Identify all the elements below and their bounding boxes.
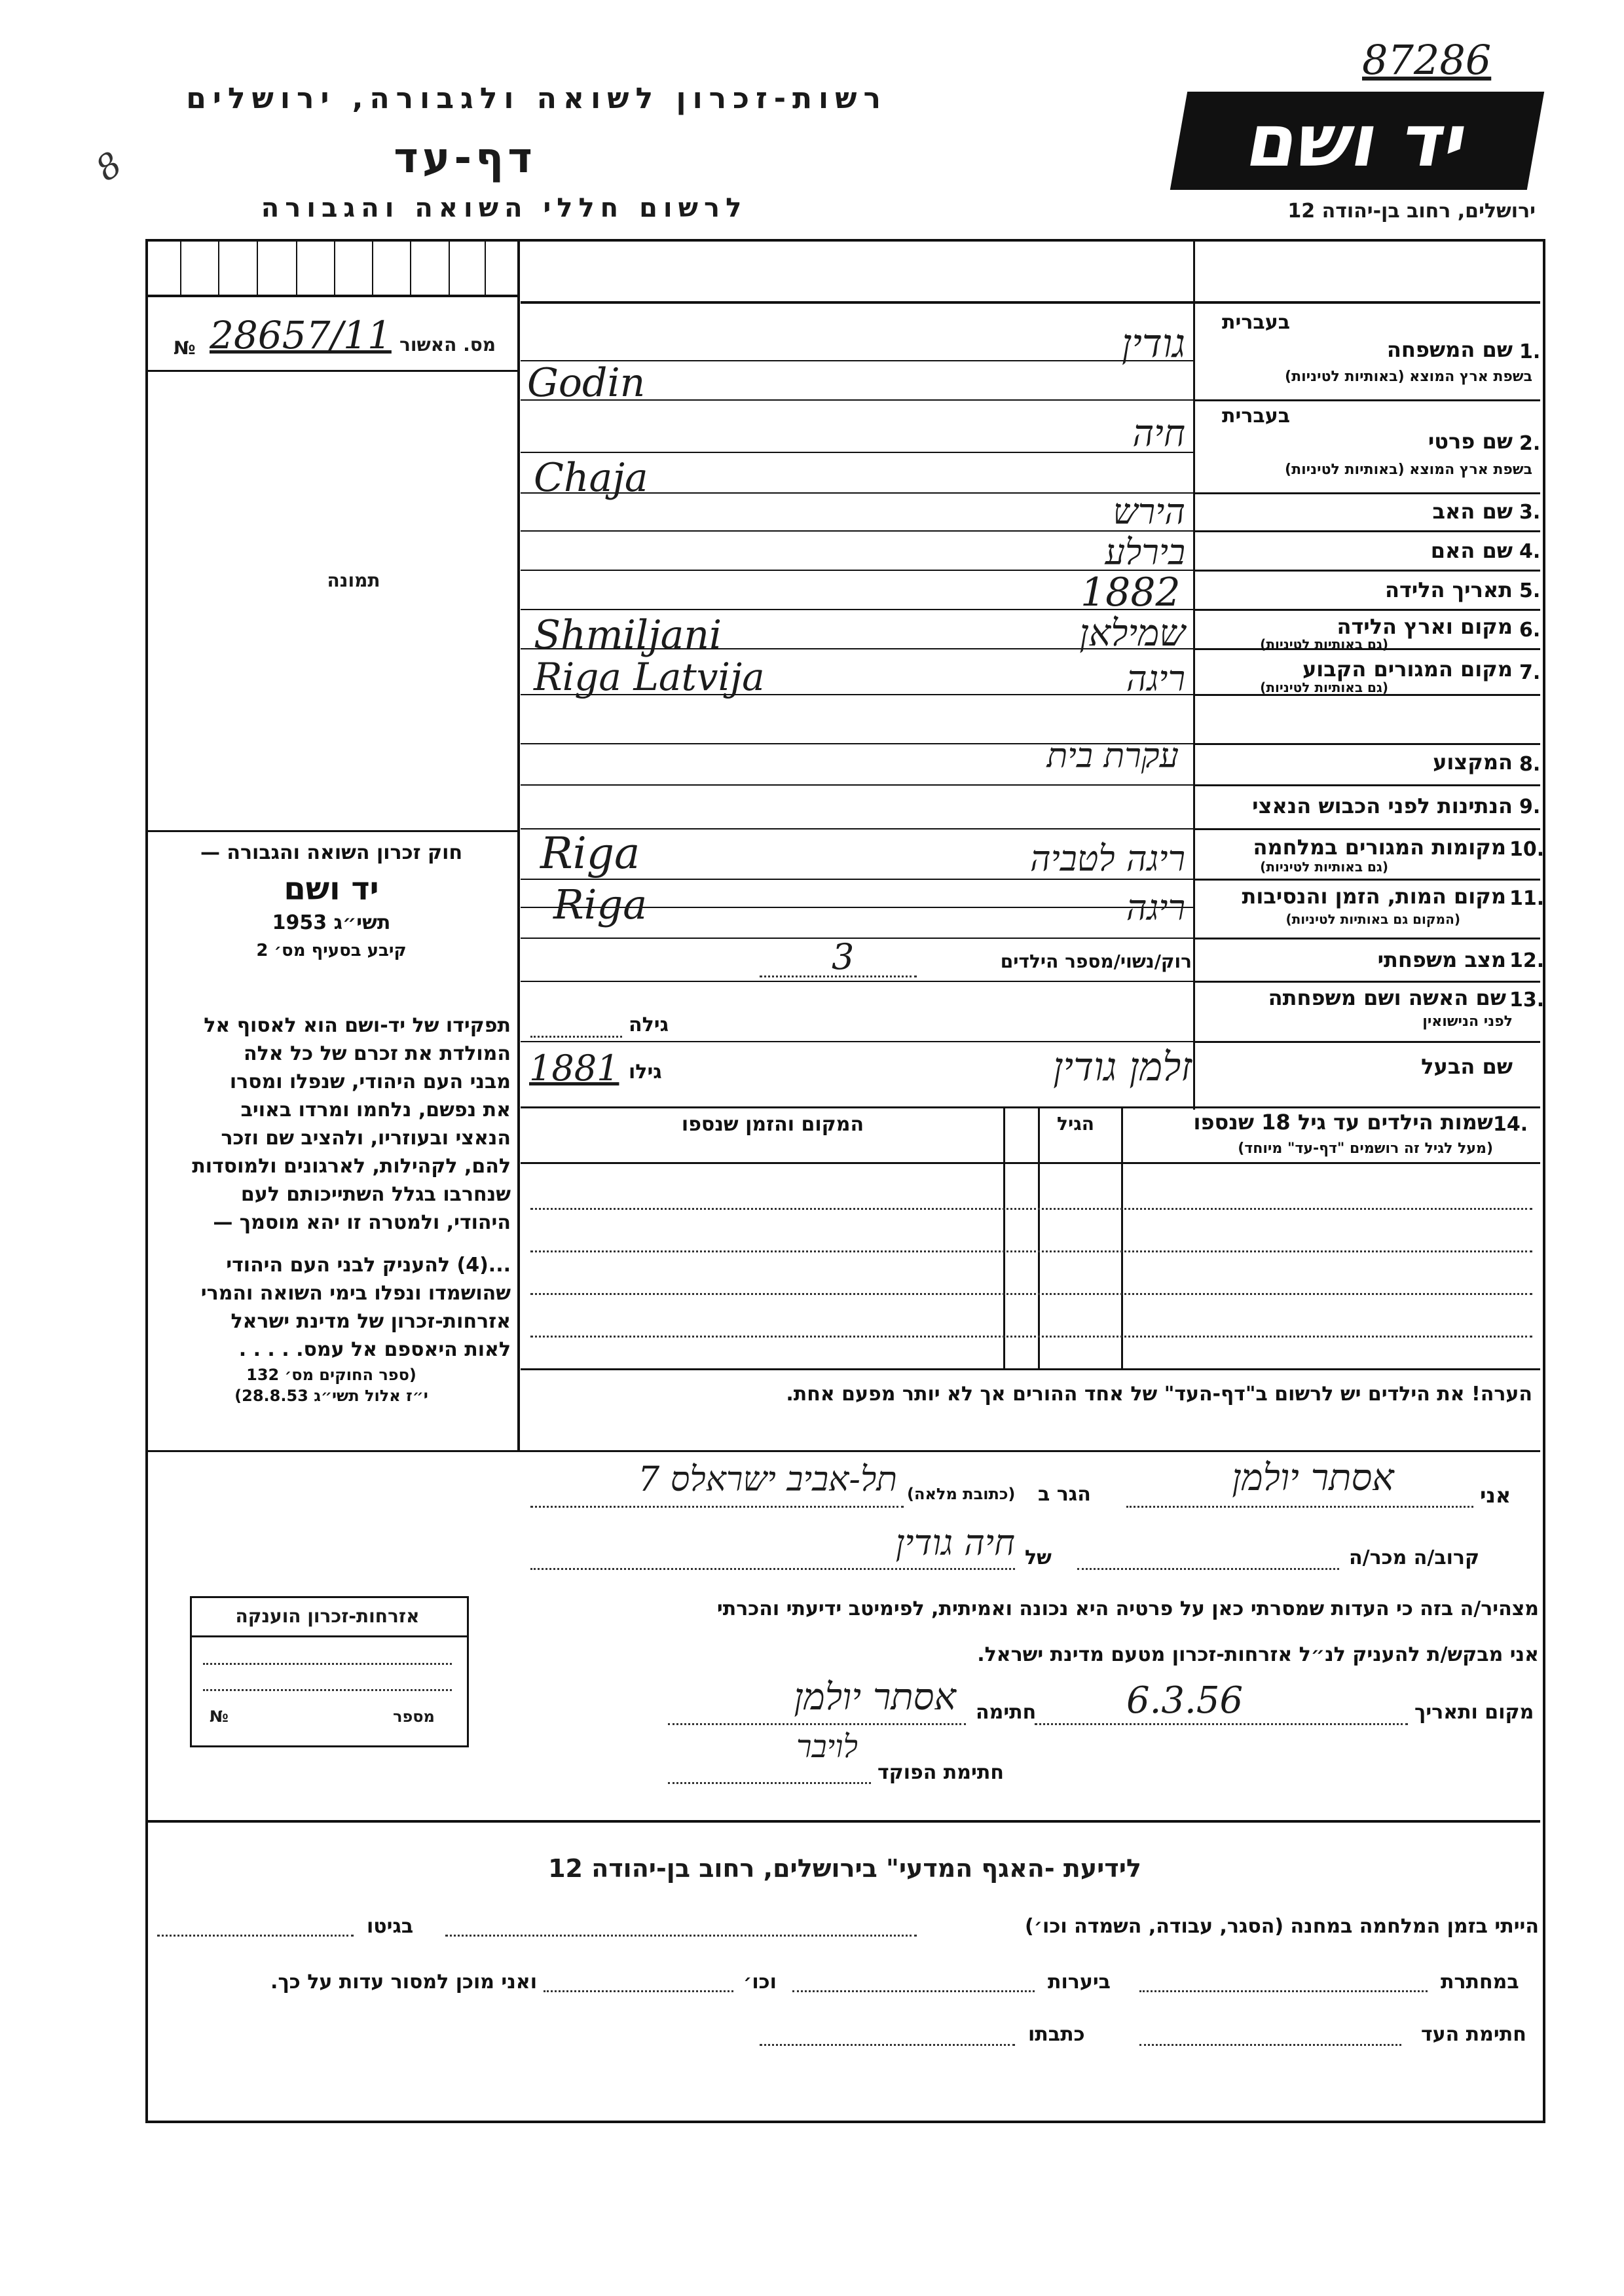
field-6-sub: (גם באותיות לטיניות) [1260,636,1388,652]
citizenship-no-symbol: № [210,1707,229,1726]
field-7-label: מקום המגורים הקבוע [1302,657,1513,682]
law-text-line: לאות היאספם אל עמס. . . . . [238,1338,511,1361]
footer-underground-label: במחתרת [1441,1971,1519,1994]
declarant-signature: אסתר יולמן [794,1676,956,1719]
field-3-number: 3. [1519,501,1541,524]
cert-number: 28657/11 [210,313,392,357]
citizenship-number-label: מספר [393,1707,435,1726]
law-text-line: את נפשם, נלחמו ומרדו באויב [240,1099,511,1121]
field-2-tag: בעברית [1222,405,1290,428]
law-date: י״ז אלול תשי״ג 28.8.53) [234,1387,428,1405]
citizenship-box-title: אזרחות-זכרון הוענקה [235,1605,420,1627]
cert-no-symbol: № [174,337,196,359]
margin-note: 8 [88,144,130,190]
relative-label: קרוב/ה מכר/ה [1349,1546,1480,1569]
law-text-line: תפקידו של יד-ושם הוא לאסוף אל [204,1014,511,1037]
footer-forests-label: ביערות [1048,1971,1111,1994]
footer-etc-label: וכו׳ [743,1971,777,1994]
husband-label: שם הבעל [1421,1054,1513,1079]
field-12-label: מצב משפחתי [1377,947,1506,972]
field-2-value-lat: Chaja [534,455,648,501]
children-number: 14. [1493,1113,1528,1136]
declarant-address: תל-אביב ישראלס 7 [638,1460,897,1499]
resides-label: הגר ב [1038,1483,1091,1506]
field-10-value-lat: Riga [540,828,640,879]
law-source: (ספר החוקים מס׳ 132 [246,1366,416,1384]
children-sub: (מעל לגיל זה רושמים "דף-עד" מיוחד) [1238,1140,1493,1157]
children-label: שמות הילדים עד גיל 18 שנספו [1193,1110,1493,1135]
cert-label: מס. האשור [399,334,496,355]
law-text-line: שהושמדו ונפלו בימי השואה והמרי [200,1282,511,1305]
field-11-sub: (המקום גם באותיות לטיניות) [1285,911,1460,927]
official-signature-label: חתימת הפוקד [877,1761,1004,1784]
declarant-name: אסתר יולמן [1232,1457,1394,1499]
field-1-tag: בעברית [1222,311,1290,334]
place-date-label: מקום ותאריך [1414,1701,1534,1724]
law-text-line: מבני העם היהודי, שנפלו ומסרו [229,1070,511,1093]
field-7-sub: (גם באותיות לטיניות) [1260,680,1388,695]
yad-vashem-logo: יד ושם [1170,92,1544,190]
field-2-value-he: חיה [1132,412,1185,455]
field-1-label: שם המשפחה [1386,337,1513,362]
footer-title: לידיעת -האגף המדעי" בירושלים, רחוב בן-יהודה 12 [548,1854,1141,1883]
field-6-number: 6. [1519,619,1541,642]
field-12-number: 12. [1509,949,1545,972]
footer-witness-signature-label: חתימת העד [1421,2023,1526,2046]
law-text-line: המולדת את זכרם של כל אלה [243,1042,511,1065]
field-11-value-lat: Riga [553,881,648,928]
form-title: דף-עד [394,134,536,183]
law-line1: חוק זכרון השואה והגבורה — [200,841,463,864]
field-11-number: 11. [1509,887,1545,910]
field-10-sub: (גם באותיות לטיניות) [1260,859,1388,875]
address: ירושלים, רחוב בן-יהודה 12 [1287,200,1536,223]
field-3-label: שם האב [1432,499,1513,524]
field-3-value-he: הירש [1113,491,1185,532]
children-col-place: המקום והזמן שנספו [681,1113,864,1136]
children-col-age: הגיל [1057,1113,1094,1135]
authority-name: רשות-זכרון לשואה ולגבורה, ירושלים [186,82,887,115]
husband-name: זלמן גודין [1053,1044,1192,1090]
field-4-number: 4. [1519,540,1541,563]
official-signature: לויבר [796,1728,858,1765]
law-clause: קיבע בסעיף מס׳ 2 [256,941,407,960]
law-text-line: היהודי, ולמטרה זו יהא מוסמך — [213,1211,511,1234]
law-text-line: הנאצי ובעוזריו, ולהציב שם וזכר [221,1127,511,1150]
of-label: של [1025,1546,1052,1569]
field-11-value-he: ריגה [1126,887,1185,928]
husband-age-label: גילו [629,1061,662,1084]
footer-camp-label: הייתי בזמן המלחמה במחנה (הסגר, עבודה, השמדה וכו׳) [1025,1915,1539,1938]
signature-label: חתימה [976,1701,1037,1724]
field-13-label: שם האשה ושם משפחתה [1268,985,1506,1010]
field-7-number: 7. [1519,661,1541,684]
footer-willing-label: ואני מוכן למסור עדות על כך. [270,1971,537,1994]
husband-birth-year: 1881 [529,1048,619,1089]
footer-ghetto-label: בגיטו [367,1915,414,1938]
field-13-age-label: גילה [629,1013,669,1036]
field-1-number: 1. [1519,340,1541,363]
law-year: תשי״ג 1953 [272,911,391,934]
field-2-sub: בשפת ארץ המוצא (באותיות לטיניות) [1285,462,1532,478]
declarant-i-label: אני [1480,1483,1511,1508]
field-12-status-options: רוק/נשוי/מספר הילדים [1000,951,1192,972]
field-7-value-lat: Riga Latvija [534,655,765,699]
field-10-value-he: ריגה לטביה [1029,838,1185,879]
children-note: הערה! את הילדים יש לרשום ב"דף-העד" של אחד ההורים אך לא יותר מפעם אחת. [786,1383,1532,1406]
law-title: יד ושם [284,871,379,907]
form-subtitle: לרשום חללי השואה והגבורה [261,193,748,223]
field-9-label: הנתינות לפני הכבוש הנאצי [1252,793,1513,818]
field-10-number: 10. [1509,838,1545,861]
field-13-number: 13. [1509,989,1545,1011]
law-text-line: להם, לקהילות, לארגונים ולמוסדות [192,1155,511,1178]
field-4-value-he: בירלע [1105,532,1185,573]
field-4-label: שם האם [1430,538,1513,563]
law-block [152,841,511,960]
field-6-value-he: שמילאן [1079,612,1185,655]
field-5-number: 5. [1519,579,1541,602]
field-11-label: מקום המות, הזמן והנסיבות [1242,884,1506,909]
field-2-label: שם פרטי [1428,429,1513,454]
of-name: חיה גודין [895,1522,1015,1563]
field-8-label: המקצוע [1433,750,1513,774]
field-2-number: 2. [1519,432,1541,455]
field-8-value-he: עקרת בית [1046,737,1179,776]
law-text-line: שנחרבו בגלל השתייכותם לעם [240,1183,511,1206]
field-9-number: 9. [1519,795,1541,818]
address-hint: (כתובת מלאה) [907,1485,1016,1503]
field-7-value-he: ריגה [1126,658,1185,699]
field-8-number: 8. [1519,753,1541,776]
field-5-value: 1882 [1080,570,1181,615]
photo-label: תמונה [327,570,380,591]
field-5-label: תאריך הלידה [1384,577,1513,602]
law-text-line: אזרחות-זכרון של מדינת ישראל [231,1310,511,1333]
field-6-label: מקום וארץ הלידה [1337,614,1513,639]
statement-1: מצהיר/ה בזה כי העדות שמסרתי כאן על פרטיה היא נכונה ואמיתית, לפימיטב ידיעתי והכרתי [716,1597,1539,1620]
file-number: 87286 [1362,36,1492,84]
field-12-children-count: 3 [832,936,855,977]
statement-2: אני מבקש/ת להעניק לנ״ל אזרחות-זכרון מטעם מדינת ישראל. [977,1643,1539,1666]
field-13-sub: לפני הנישואין [1422,1013,1513,1030]
footer-address-label: כתבתו [1028,2023,1085,2046]
field-1-sub: בשפת ארץ המוצא (באותיות לטיניות) [1285,369,1532,385]
field-10-label: מקומות המגורים במלחמה [1253,835,1506,860]
field-1-value-he: גודין [1121,321,1185,367]
declaration-date: 6.3.56 [1126,1679,1244,1722]
law-text-line: ...(4) להעניק לבני העם היהודי [226,1254,511,1277]
field-1-value-lat: Godin [527,360,646,406]
field-6-value-lat: Shmiljani [534,612,722,658]
law-text [152,1011,511,1406]
